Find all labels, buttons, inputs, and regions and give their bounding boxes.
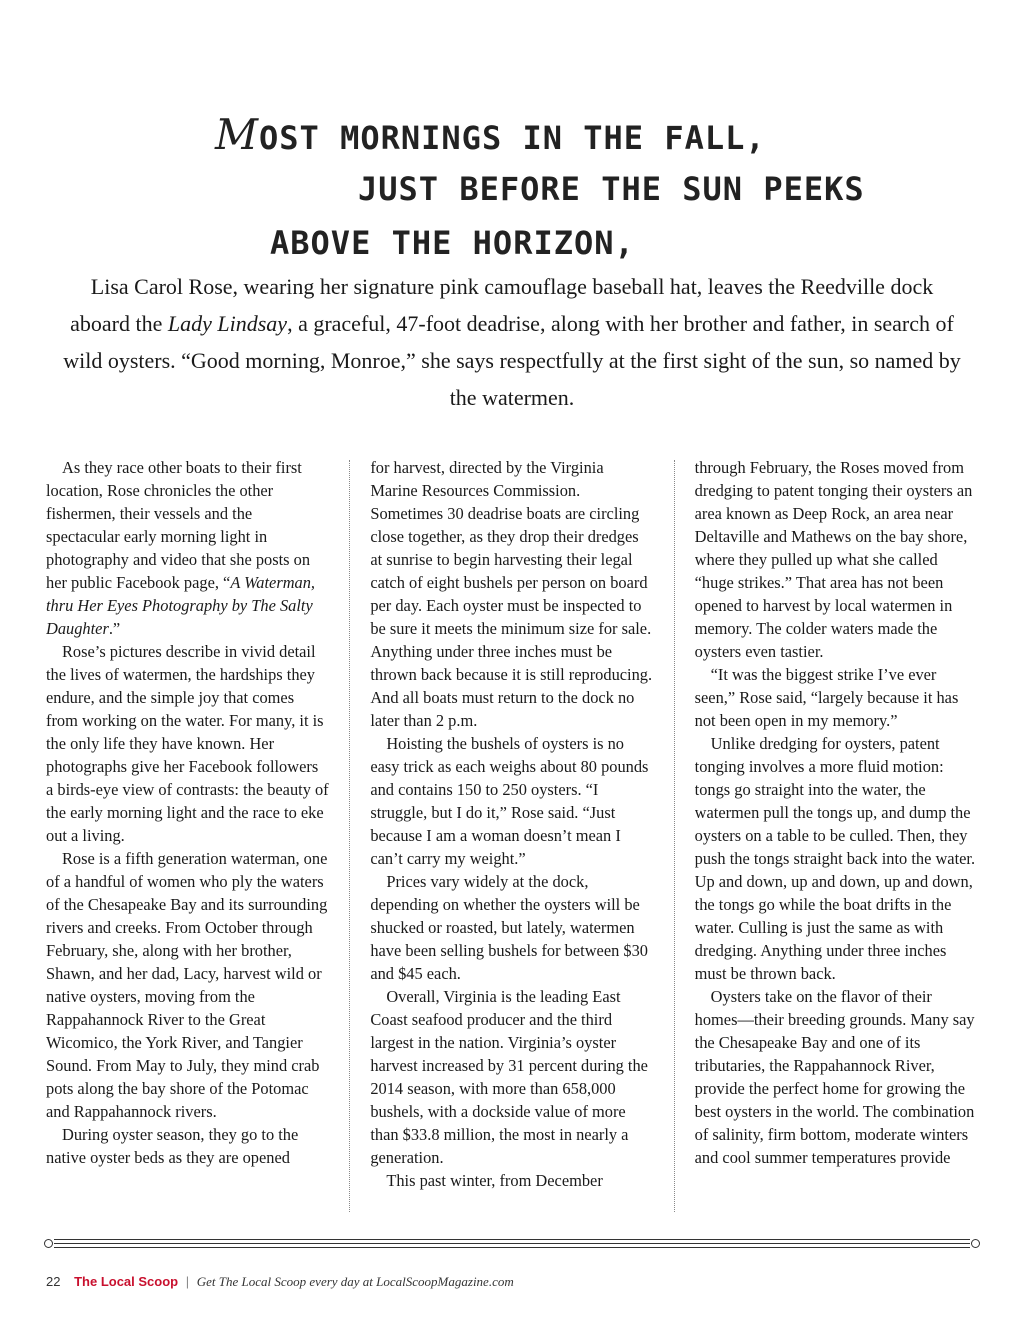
footer-rule <box>44 1237 980 1251</box>
paragraph <box>46 456 329 640</box>
article-body <box>46 456 978 1216</box>
paragraph: for harvest, directed by the Virginia Marine Resources Commission. Sometimes 30 deadrise boats are circling close together, as they drop their dredges at sunrise to begin harvesting their legal catch of eight bushels per person on board per day. Each oyster must be inspected to be sure it meets the minimum size for sale. Anything under three inches must be thrown back because it is still reproducing. And all boats must return to the dock no later than 2 p.m. <box>370 458 653 730</box>
paragraph: Oysters take on the flavor of their homes—their breeding grounds. Many say the Chesapeake Bay and one of its tributaries, the Rappahannock River, provide the perfect home for growing the best oysters in the world. The combination of salinity, firm bottom, moderate winters and cool summer temperatures provide <box>694 987 975 1167</box>
rule-line <box>54 1239 970 1240</box>
paragraph: Overall, Virginia is the leading East Coast seafood producer and the third largest in the nation. Virginia’s oyster harvest increased by 31 percent during the 2014 season, with more than 658,000 bushels, with a dockside value of more than $33.8 million, the most in nearly a generation. <box>370 987 648 1167</box>
paragraph: through February, the Roses moved from dredging to patent tonging their oysters an area known as Deep Rock, an area near Deltaville and Mathews on the bay shore, where they pulled up what she called “huge strikes.” That area has not been opened to harvest by local watermen in memory. The colder waters made the oysters even tastier. <box>694 458 973 661</box>
headline-line-3: ABOVE THE HORIZON, <box>270 224 635 262</box>
footer-separator: | <box>185 1274 190 1289</box>
boat-name: Lady Lindsay <box>167 311 288 336</box>
facebook-page-name: A Waterman, thru Her Eyes Photography by The Salty Daughter <box>46 573 316 638</box>
rule-end-ornament <box>971 1239 980 1248</box>
paragraph: Rose is a fifth generation waterman, one of a handful of women who ply the waters of the Chesapeake Bay and its surrounding rivers and creeks. From October through February, she, along with her brother, Shawn, and her dad, Lacy, harvest wild or native oysters, moving from the Rappahannock River to the Great Wicomico, the York River, and Tangier Sound. From May to July, they mind crab pots along the bay shore of the Potomac and Rappahannock rivers. <box>46 849 328 1121</box>
paragraph: Prices vary widely at the dock, depending on whether the oysters will be shucked or roasted, but lately, watermen have been selling bushels for between $30 and $45 each. <box>370 872 648 983</box>
paragraph: During oyster season, they go to the native oyster beds as they are opened <box>46 1125 299 1167</box>
column-2 <box>370 456 653 1216</box>
headline-dropcap: M <box>215 110 260 159</box>
page-footer <box>46 1274 514 1290</box>
column-divider <box>674 460 675 1212</box>
page-number: 22 <box>46 1274 61 1289</box>
rule-end-ornament <box>44 1239 53 1248</box>
paragraph: “It was the biggest strike I’ve ever seen,” Rose said, “largely because it has not been open in my memory.” <box>694 665 959 730</box>
paragraph: Hoisting the bushels of oysters is no easy trick as each weighs about 80 pounds and contains 150 to 250 oysters. “I struggle, but I do it,” Rose said. “Just because I am a woman doesn’t mean I can’t carry my weight.” <box>370 734 649 868</box>
magazine-brand: The Local Scoop <box>74 1274 179 1289</box>
deck-paragraph <box>60 268 964 416</box>
paragraph: This past winter, from December <box>386 1171 603 1190</box>
column-1 <box>46 456 329 1216</box>
headline-line-1-text: OST MORNINGS IN THE FALL, <box>259 119 766 157</box>
headline-line-2: JUST BEFORE THE SUN PEEKS <box>358 170 865 208</box>
rule-line <box>54 1247 970 1248</box>
column-divider <box>349 460 350 1212</box>
paragraph: Rose’s pictures describe in vivid detail the lives of watermen, the hardships they endure, and the simple joy that comes from working on the water. For many, it is the only life they have known. Her photographs give her Facebook followers a birds-eye view of contrasts: the beauty of the early morning light and the race to eke out a living. <box>46 642 329 845</box>
headline-line-1 <box>215 108 766 165</box>
deck-text-2: , a graceful, 47-foot deadrise, along with her brother and father, in search of wild oysters. “Good morning, Monroe,” she says respectfully at the first sight of the sun, so named by the watermen. <box>63 311 961 410</box>
paragraph-text: As they race other boats to their first location, Rose chronicles the other fishermen, their vessels and the spectacular early morning light in photography and video that she posts on her public Facebook page, “ <box>46 458 311 592</box>
footer-tagline: Get The Local Scoop every day at LocalScoopMagazine.com <box>196 1274 514 1289</box>
paragraph: Unlike dredging for oysters, patent tonging involves a more fluid motion: tongs go straight into the water, the watermen pull the tongs up, and dump the oysters on a table to be culled. Then, they push the tongs straight back into the water. Up and down, up and down, up and down, the tongs go while the boat drifts in the water. Culling is just the same as with dredging. Anything under three inches must be thrown back. <box>694 734 976 983</box>
rule-line <box>54 1243 970 1244</box>
paragraph-text: .” <box>108 619 121 638</box>
deck-text-1: Lisa Carol Rose, wearing her signature pink camouflage baseball hat, leaves the Reedville dock aboard the <box>70 274 934 336</box>
column-3 <box>695 456 978 1216</box>
